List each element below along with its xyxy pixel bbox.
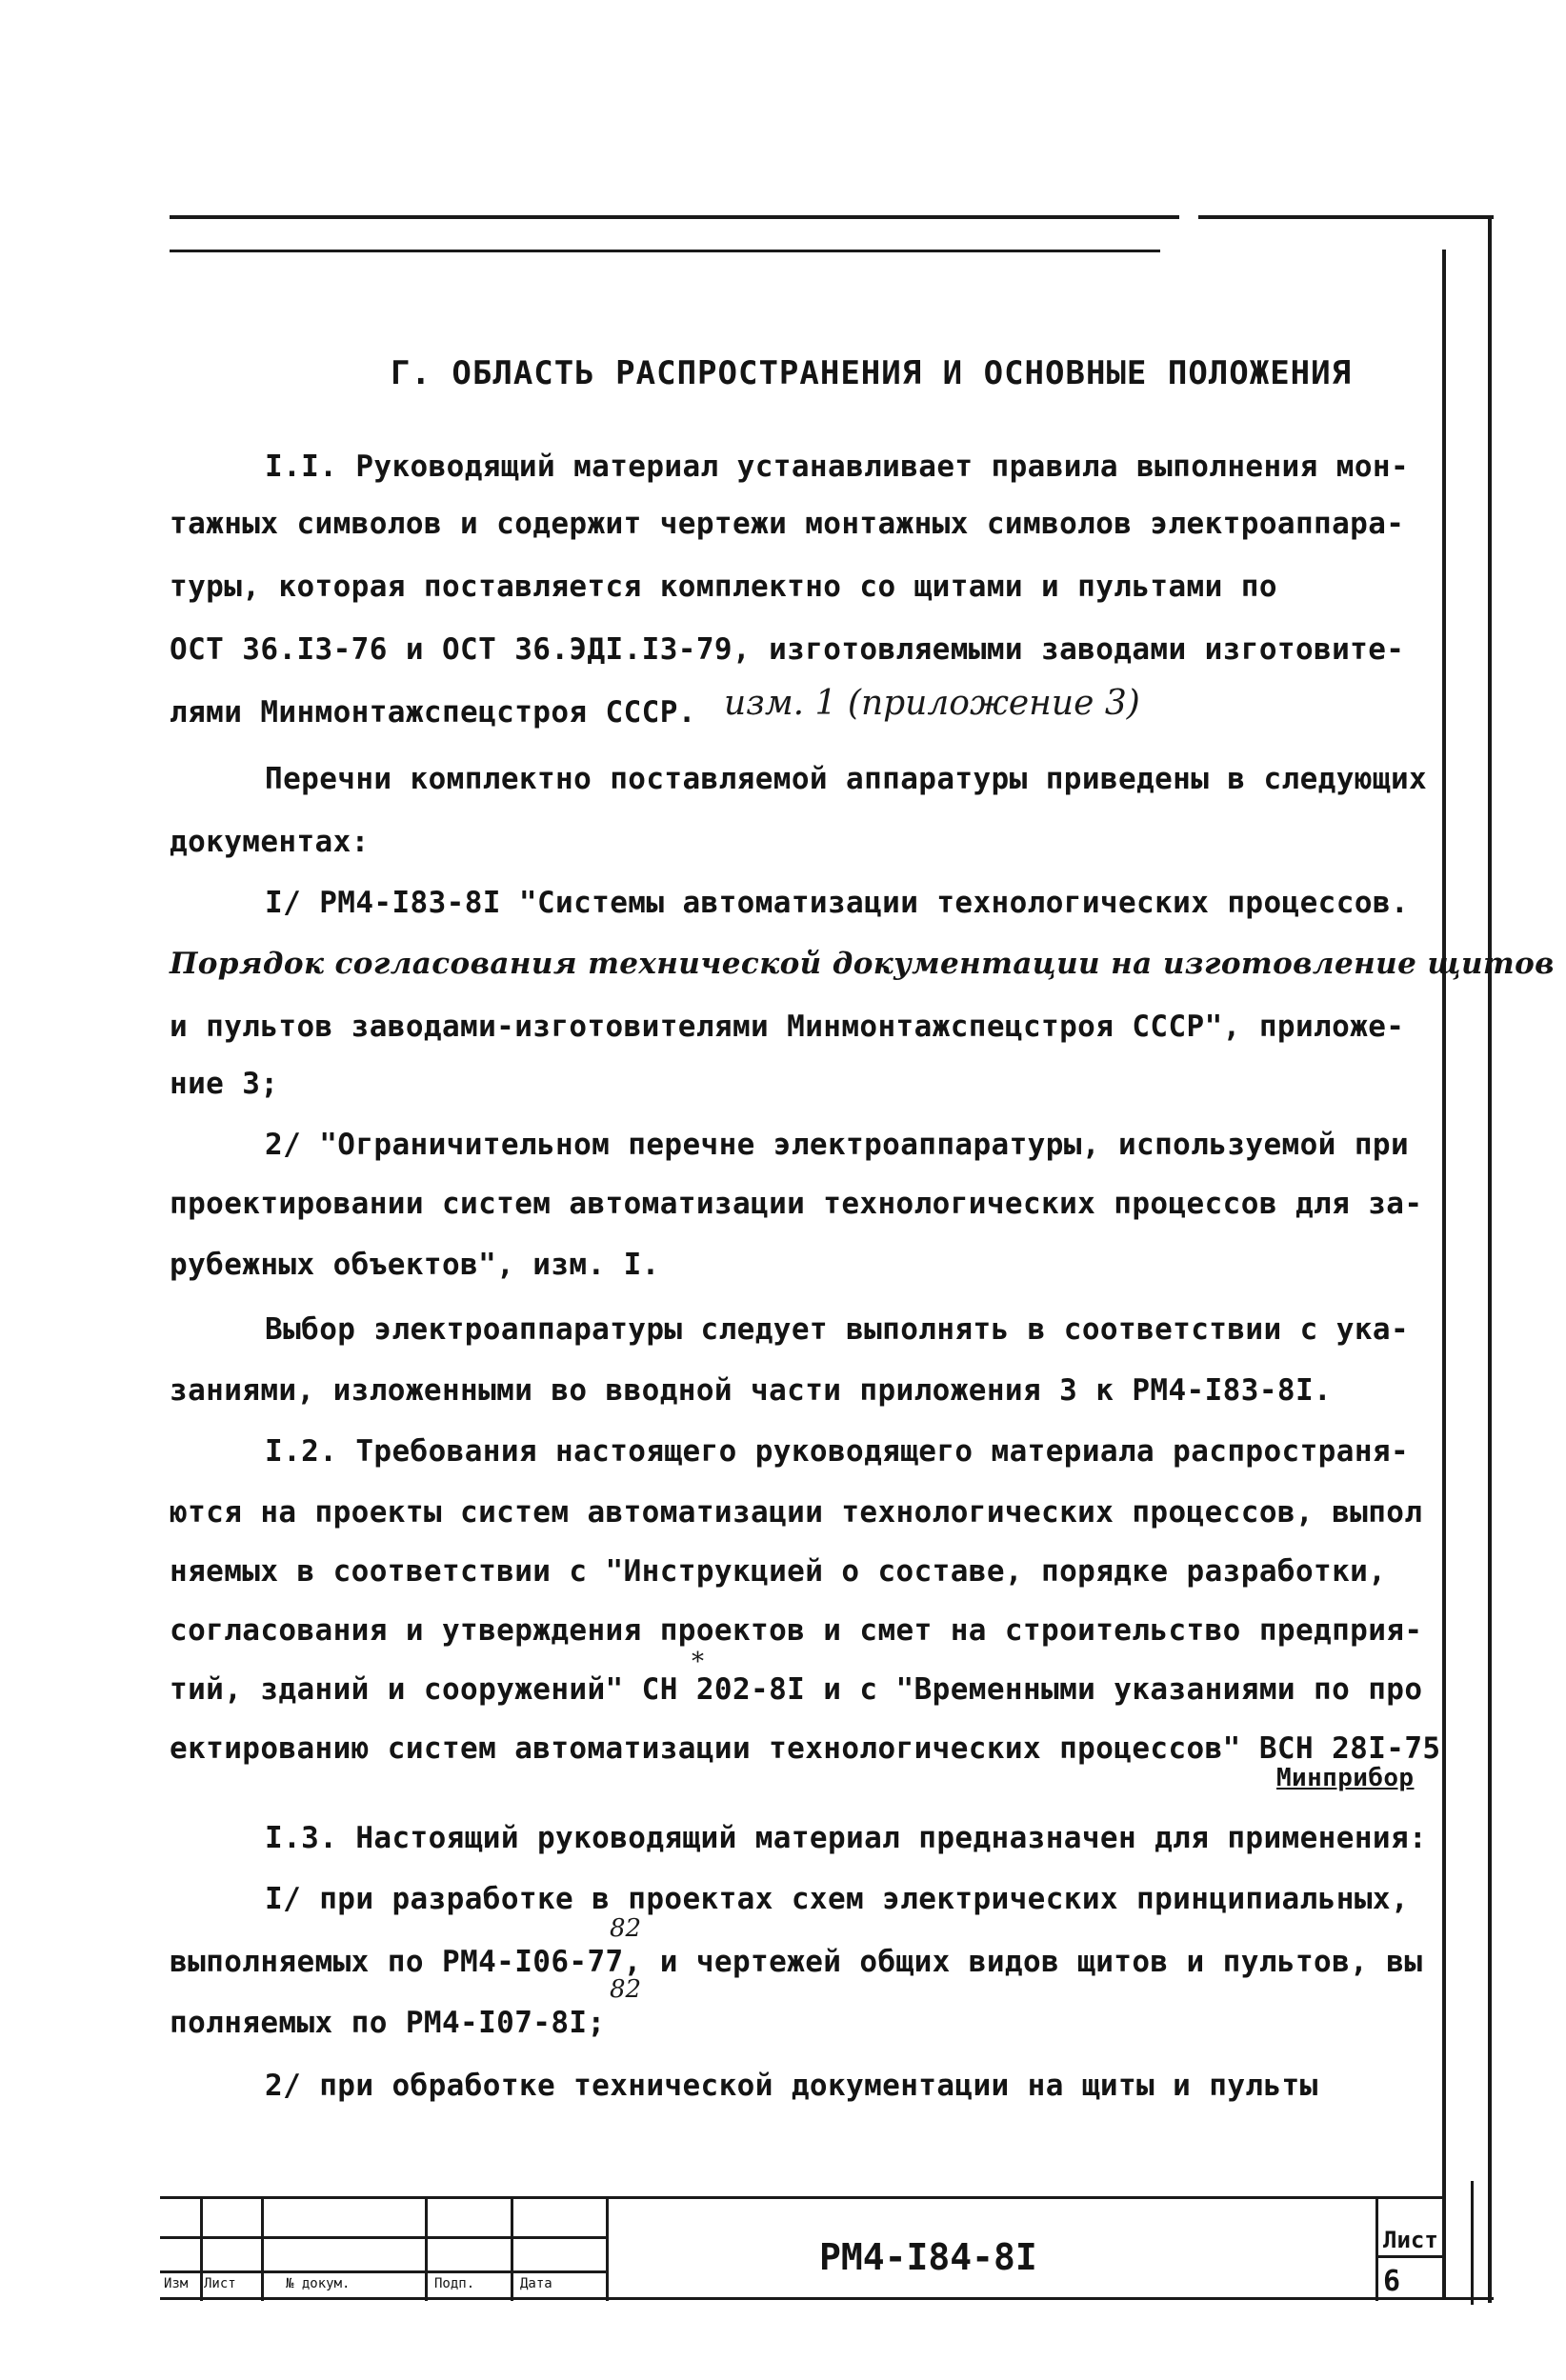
- text-line: согласования и утверждения проектов и смет на строительство предприя-: [170, 1613, 1423, 1648]
- text-line: I.2. Требования настоящего руководящего материала распространя-: [265, 1434, 1410, 1469]
- text-line: лями Минмонтажспецстроя СССР.: [170, 695, 696, 730]
- handwritten-correction-2: 82: [610, 1975, 642, 2004]
- text-line: документах:: [170, 825, 370, 859]
- text-line: 2/ при обработке технической документации на щиты и пульты: [265, 2069, 1318, 2103]
- text-line: Перечни комплектно поставляемой аппаратуры приведены в следующих: [265, 762, 1428, 796]
- text-line: I.I. Руководящий материал устанавливает правила выполнения мон-: [265, 450, 1410, 484]
- right-frame-inner: [1442, 250, 1446, 2297]
- text-line: ектированию систем автоматизации технологических процессов" ВСН 28I-75: [170, 1731, 1441, 1766]
- handwritten-star: *: [692, 1648, 704, 1676]
- section-heading: Г. ОБЛАСТЬ РАСПРОСТРАНЕНИЯ И ОСНОВНЫЕ ПОЛОЖЕНИЯ: [391, 354, 1353, 392]
- text-line: тий, зданий и сооружений" СН 202-8I и с "Временными указаниями по про: [170, 1672, 1423, 1707]
- text-line-ministry: Минприбор: [1276, 1764, 1415, 1792]
- text-line: проектировании систем автоматизации технологических процессов для за-: [170, 1187, 1423, 1221]
- stamp-divider: [261, 2196, 264, 2301]
- stamp-line: [160, 2270, 608, 2273]
- text-line: I/ РМ4-I83-8I "Системы автоматизации технологических процессов.: [265, 886, 1410, 920]
- text-line: ОСТ 36.I3-76 и ОСТ 36.ЭДI.I3-79, изготовляемыми заводами изготовите-: [170, 632, 1405, 667]
- text-line: Выбор электроаппаратуры следует выполнять в соответствии с ука-: [265, 1312, 1410, 1347]
- text-line: выполняемых по РМ4-I06-77, и чертежей общих видов щитов и пультов, вы: [170, 1945, 1423, 1979]
- stamp-col-izm: Изм: [164, 2276, 189, 2291]
- top-frame-line: [170, 215, 1179, 219]
- stamp-divider: [425, 2196, 428, 2301]
- stamp-divider: [511, 2196, 513, 2301]
- handwritten-amendment: изм. 1 (приложение 3): [724, 684, 1140, 723]
- text-line: тажных символов и содержит чертежи монтажных символов электроаппара-: [170, 507, 1405, 541]
- text-line: ются на проекты систем автоматизации технологических процессов, выпол: [170, 1495, 1423, 1530]
- text-line: I/ при разработке в проектах схем электрических принципиальных,: [265, 1882, 1410, 1916]
- stamp-col-sign: Подп.: [434, 2276, 475, 2291]
- stamp-divider: [200, 2196, 203, 2301]
- right-frame-stamp: [1471, 2181, 1474, 2305]
- stamp-line: [160, 2297, 1494, 2300]
- stamp-col-date: Дата: [520, 2276, 552, 2291]
- text-line: няемых в соответствии с "Инструкцией о составе, порядке разработки,: [170, 1554, 1387, 1589]
- text-line: рубежных объектов", изм. I.: [170, 1248, 660, 1282]
- text-line: полняемых по РМ4-I07-8I;: [170, 2006, 606, 2040]
- right-frame-outer: [1488, 217, 1492, 2303]
- document-code: РМ4-I84-8I: [819, 2236, 1037, 2278]
- sheet-label: Лист: [1383, 2227, 1438, 2253]
- stamp-line: [160, 2236, 608, 2239]
- text-line: I.3. Настоящий руководящий материал предназначен для применения:: [265, 1821, 1428, 1855]
- top-frame-line-inner: [170, 250, 1160, 252]
- sheet-number: 6: [1383, 2265, 1401, 2298]
- text-line: 2/ "Ограничительном перечне электроаппаратуры, используемой при: [265, 1128, 1410, 1162]
- stamp-col-list: Лист: [204, 2276, 236, 2291]
- text-line: туры, которая поставляется комплектно со щитами и пультами по: [170, 570, 1277, 604]
- text-line: заниями, изложенными во вводной части приложения 3 к РМ4-I83-8I.: [170, 1373, 1333, 1408]
- stamp-divider: [1375, 2196, 1378, 2301]
- stamp-line: [160, 2196, 1446, 2199]
- stamp-divider: [606, 2196, 609, 2301]
- top-frame-line-right: [1198, 215, 1494, 219]
- stamp-line: [1375, 2255, 1446, 2258]
- text-line-italic: Порядок согласования технической документации на изготовление щитов: [170, 947, 1555, 981]
- text-line: ние 3;: [170, 1067, 279, 1101]
- stamp-col-doc: № докум.: [286, 2276, 351, 2291]
- handwritten-correction-1: 82: [610, 1914, 642, 1943]
- text-line: и пультов заводами-изготовителями Минмонтажспецстроя СССР", приложе-: [170, 1010, 1405, 1044]
